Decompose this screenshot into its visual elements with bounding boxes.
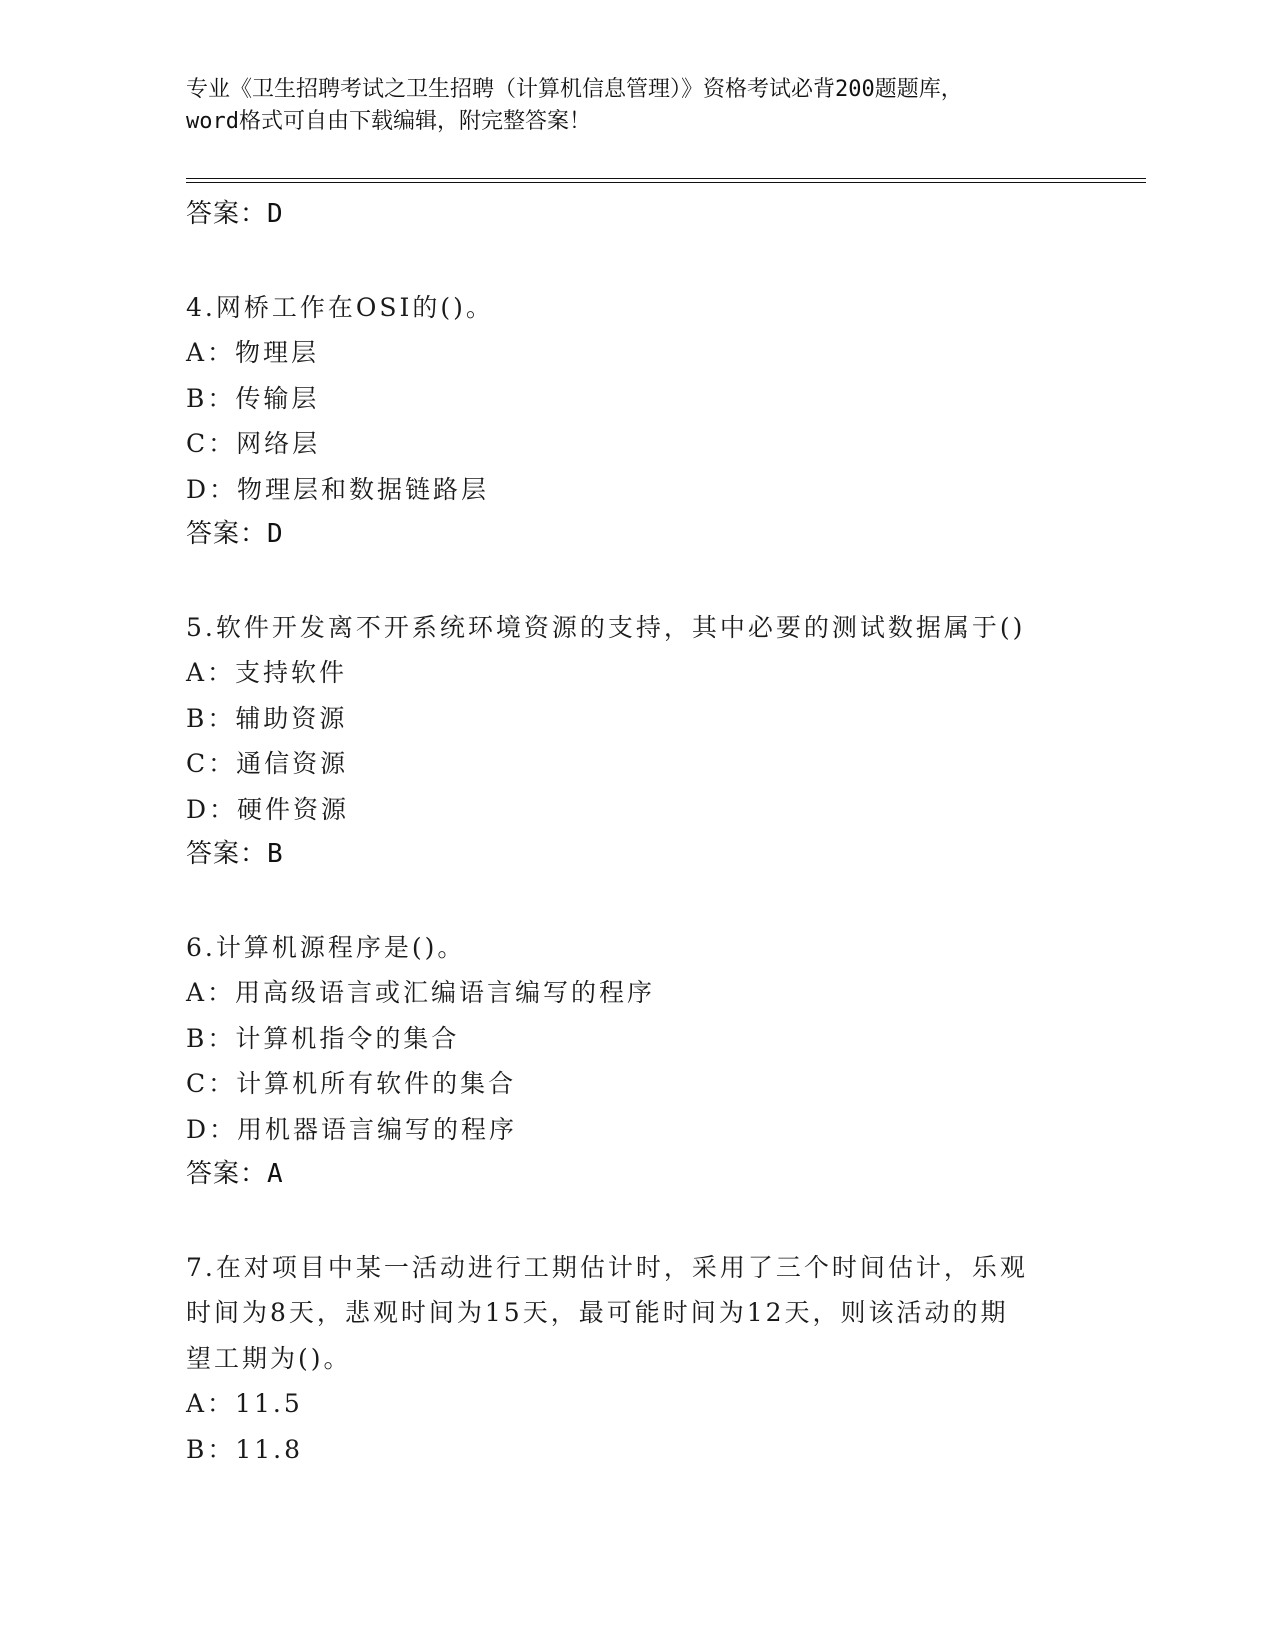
option-a: A：用高级语言或汇编语言编写的程序 <box>186 978 656 1007</box>
answer-line: 答案：D <box>186 519 284 549</box>
question-text: 5.软件开发离不开系统环境资源的支持，其中必要的测试数据属于() <box>186 612 1026 642</box>
question-block-6 <box>186 925 1086 1198</box>
answer-line: 答案：B <box>186 839 284 869</box>
document-header <box>186 74 1086 138</box>
option-a: A：11.5 <box>186 1389 303 1418</box>
question-block-5 <box>186 605 1086 878</box>
question-block-3 <box>186 192 1086 238</box>
header-line-1: 专业《卫生招聘考试之卫生招聘（计算机信息管理）》资格考试必背200题题库， <box>186 77 963 102</box>
option-b: B：计算机指令的集合 <box>186 1023 460 1053</box>
answer-line: 答案：A <box>186 1159 284 1189</box>
option-a: A：物理层 <box>186 338 320 367</box>
option-c: C：通信资源 <box>186 749 349 778</box>
option-b: B：传输层 <box>186 383 320 413</box>
option-c: C：计算机所有软件的集合 <box>186 1069 517 1098</box>
header-divider <box>186 178 1146 183</box>
question-text-line-3: 望工期为()。 <box>186 1343 352 1373</box>
option-c: C：网络层 <box>186 429 321 458</box>
question-block-4 <box>186 285 1086 558</box>
option-d: D：用机器语言编写的程序 <box>186 1114 518 1144</box>
spacer <box>186 238 1086 285</box>
question-block-7 <box>186 1245 1086 1473</box>
question-list <box>186 192 1086 1472</box>
option-b: B：11.8 <box>186 1434 304 1464</box>
option-a: A：支持软件 <box>186 658 348 687</box>
answer-line: 答案：D <box>186 199 284 229</box>
option-b: B：辅助资源 <box>186 703 348 733</box>
question-text-line-2: 时间为8天，悲观时间为15天，最可能时间为12天，则该活动的期 <box>186 1298 1009 1327</box>
question-text: 6.计算机源程序是()。 <box>186 932 466 962</box>
spacer <box>186 1198 1086 1245</box>
question-text: 4.网桥工作在OSI的()。 <box>186 292 494 322</box>
header-line-2: word格式可自由下载编辑，附完整答案！ <box>186 109 591 134</box>
option-d: D：硬件资源 <box>186 794 350 824</box>
option-d: D：物理层和数据链路层 <box>186 474 490 504</box>
spacer <box>186 558 1086 605</box>
spacer <box>186 878 1086 925</box>
question-text-line-1: 7.在对项目中某一活动进行工期估计时，采用了三个时间估计，乐观 <box>186 1252 1028 1282</box>
